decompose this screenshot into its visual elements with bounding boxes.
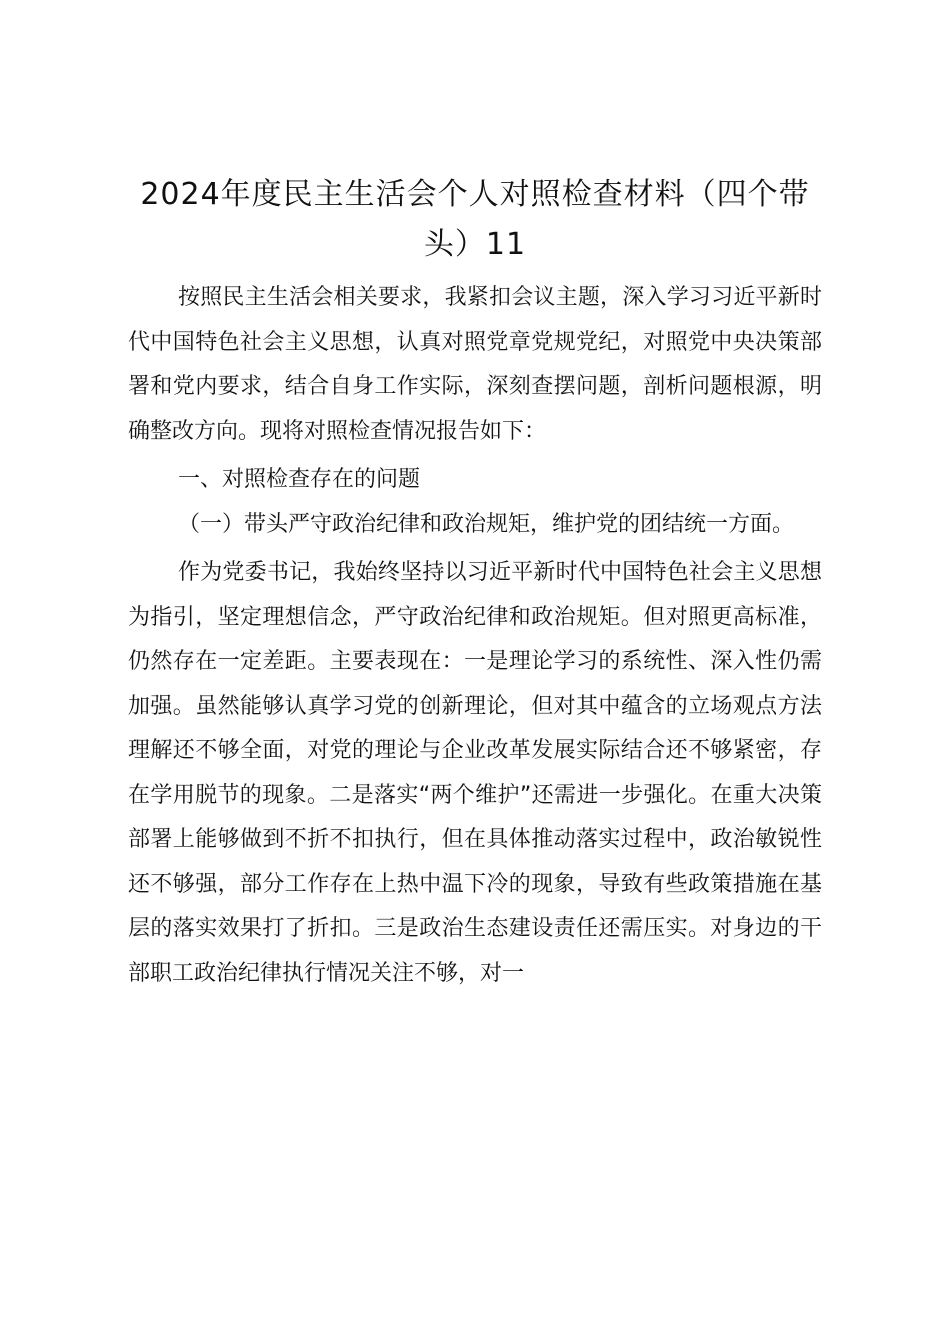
subsection-heading: （一）带头严守政治纪律和政治规矩，维护党的团结统一方面。 <box>178 511 795 537</box>
intro-paragraph: 按照民主生活会相关要求，我紧扣会议主题，深入学习习近平新时代中国特色社会主义思想，认真对照党章党规党纪，对照党中央决策部署和党内要求，结合自身工作实际，深刻查摆问题，剖析问题根源，明确整改方向。现将对照检查情况报告如下： <box>128 285 822 444</box>
body-paragraph: 作为党委书记，我始终坚持以习近平新时代中国特色社会主义思想为指引，坚定理想信念，严守政治纪律和政治规矩。但对照更高标准，仍然存在一定差距。主要表现在：一是理论学习的系统性、深入性仍需加强。虽然能够认真学习党的创新理论，但对其中蕴含的立场观点方法理解还不够全面，对党的理论与企业改革发展实际结合还不够紧密，存在学用脱节的现象。二是落实“两个维护”还需进一步强化。在重大决策部署上能够做到不折不扣执行，但在具体推动落实过程中，政治敏锐性还不够强，部分工作存在上热中温下冷的现象，导致有些政策措施在基层的落实效果打了折扣。三是政治生态建设责任还需压实。对身边的干部职工政治纪律执行情况关注不够，对一 <box>128 560 822 986</box>
document-body <box>128 170 822 996</box>
section-heading: 一、对照检查存在的问题 <box>178 467 421 492</box>
document-title: 2024年度民主生活会个人对照检查材料（四个带头）11 <box>140 177 810 262</box>
